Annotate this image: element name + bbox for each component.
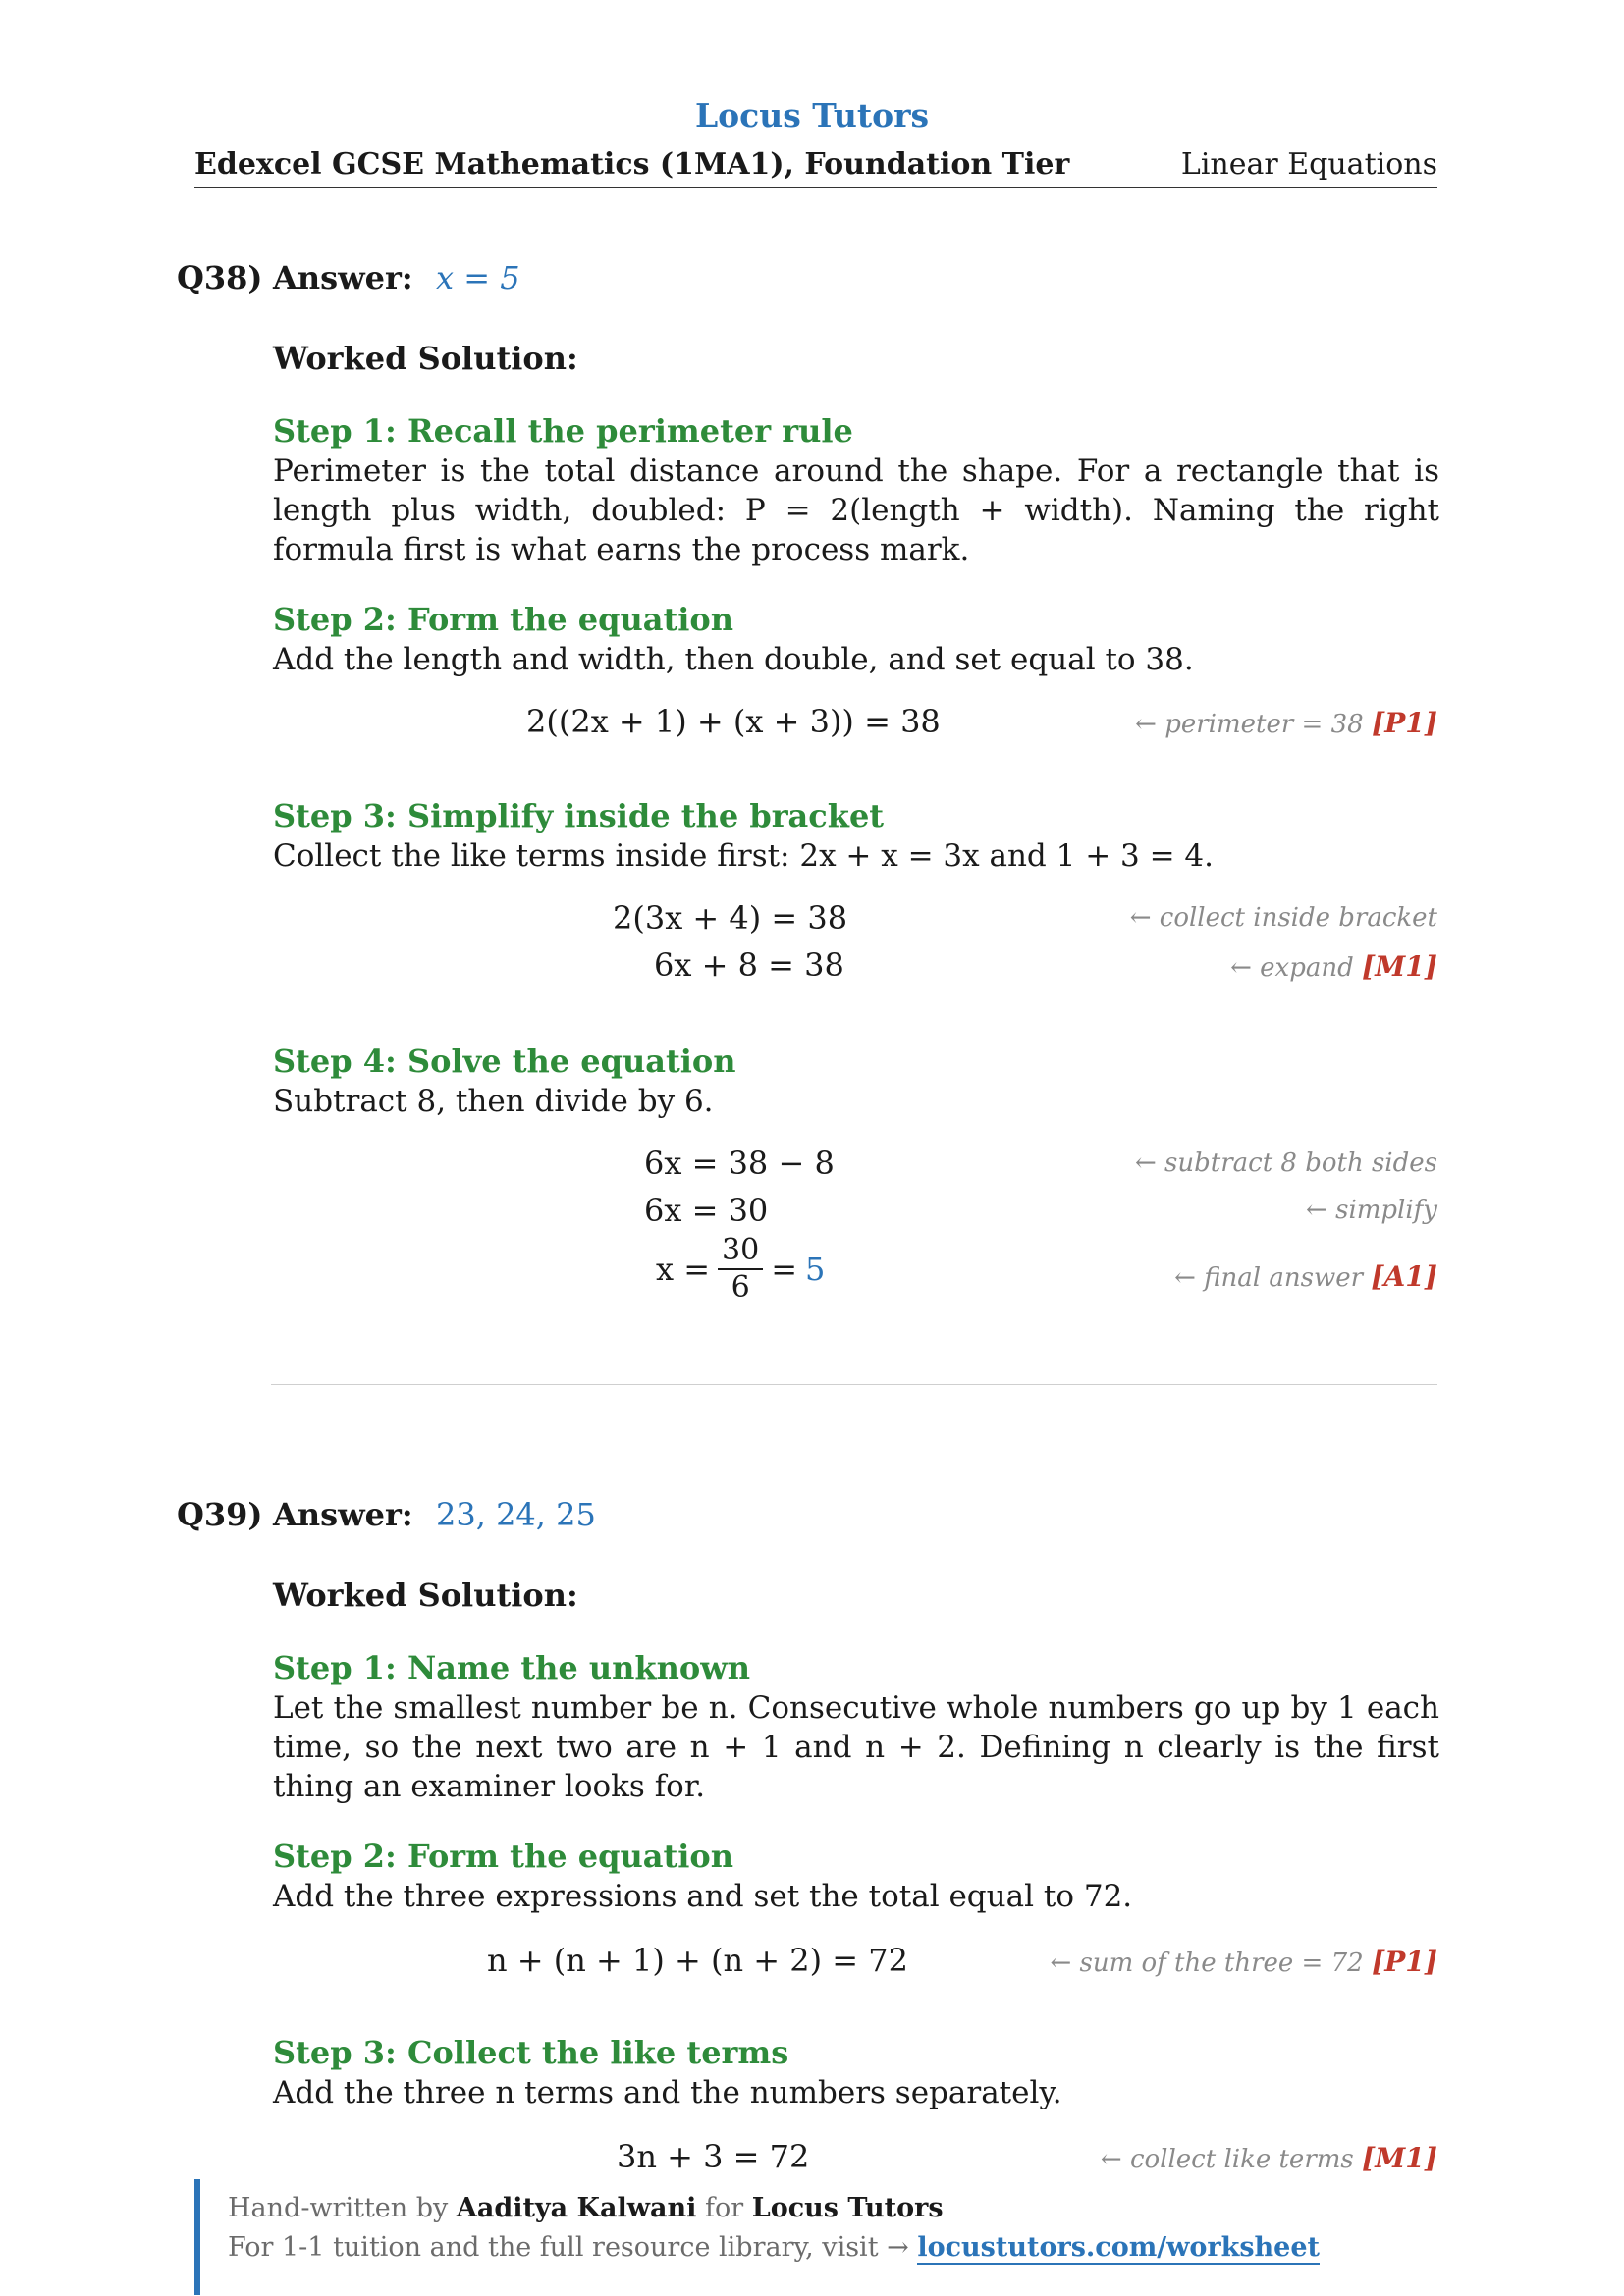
annotation xyxy=(1174,1260,1437,1293)
equation: 6x = 38 − 8 xyxy=(644,1145,835,1182)
equation: 6x = 30 xyxy=(644,1192,769,1229)
equation: 3n + 3 = 72 xyxy=(617,2138,810,2175)
question-label-q38: Q38) xyxy=(177,259,263,296)
equation-result: 5 xyxy=(805,1251,826,1288)
fraction-denominator: 6 xyxy=(731,1270,750,1305)
fraction-numerator: 30 xyxy=(718,1233,763,1270)
step-title: Step 2: Form the equation xyxy=(273,1838,733,1875)
annotation xyxy=(1306,1196,1437,1225)
annotation-text: ← collect like terms xyxy=(1100,2145,1354,2174)
step-title: Step 1: Name the unknown xyxy=(273,1649,750,1686)
annotation xyxy=(1135,1148,1437,1178)
step-title: Step 3: Simplify inside the bracket xyxy=(273,797,885,834)
mark-badge: [M1] xyxy=(1362,950,1437,983)
step-text: Collect the like terms inside first: 2x + x = 3x and 1 + 3 = 4. xyxy=(273,838,1215,874)
footer-visit xyxy=(228,2232,1320,2263)
equation: n + (n + 1) + (n + 2) = 72 xyxy=(487,1942,908,1979)
mark-badge: [A1] xyxy=(1371,1260,1437,1293)
equation-fraction xyxy=(656,1233,825,1306)
step-title: Step 1: Recall the perimeter rule xyxy=(273,412,853,450)
annotation-text: ← collect inside bracket xyxy=(1129,903,1437,933)
annotation-text: ← final answer xyxy=(1174,1263,1364,1293)
footer-link[interactable]: locustutors.com/worksheet xyxy=(917,2232,1321,2263)
annotation xyxy=(1135,707,1437,739)
annotation xyxy=(1050,1946,1437,1978)
answer-value-q38: x = 5 xyxy=(436,259,520,296)
step-text: Add the three expressions and set the total equal to 72. xyxy=(273,1879,1133,1914)
footer-accent-bar xyxy=(194,2179,200,2295)
answer-value-q39: 23, 24, 25 xyxy=(436,1496,596,1533)
annotation-text: ← simplify xyxy=(1306,1196,1437,1225)
annotation-text: ← perimeter = 38 xyxy=(1135,710,1364,739)
annotation xyxy=(1230,950,1437,983)
step-text: Add the three n terms and the numbers separately. xyxy=(273,2075,1062,2110)
worked-solution-heading-q38: Worked Solution: xyxy=(273,340,578,377)
footer-brand: Locus Tutors xyxy=(751,2193,944,2223)
brand-title: Locus Tutors xyxy=(694,96,930,134)
step-title: Step 3: Collect the like terms xyxy=(273,2034,789,2071)
footer-credit xyxy=(228,2193,944,2223)
mark-badge: [M1] xyxy=(1362,2142,1437,2174)
step-text: Subtract 8, then divide by 6. xyxy=(273,1084,714,1119)
step-title: Step 4: Solve the equation xyxy=(273,1042,736,1080)
footer-visit-text: For 1-1 tuition and the full resource library, visit → xyxy=(228,2232,909,2263)
footer-prefix: Hand-written by xyxy=(228,2193,449,2223)
mark-badge: [P1] xyxy=(1371,1946,1437,1978)
annotation-text: ← sum of the three = 72 xyxy=(1050,1949,1364,1978)
step-text: Add the length and width, then double, and set equal to 38. xyxy=(273,642,1194,677)
fraction xyxy=(718,1233,763,1306)
equation-lhs: x = xyxy=(656,1251,711,1288)
step-text: Perimeter is the total distance around the shape. For a rectangle that is length plus width, doubled: P = 2(length + width). Naming the right formula first is what earns the process mark. xyxy=(273,454,1439,567)
footer-author: Aaditya Kalwani xyxy=(456,2193,697,2223)
mark-badge: [P1] xyxy=(1371,707,1437,739)
question-separator xyxy=(271,1384,1437,1385)
header-rule xyxy=(194,187,1437,188)
equation: 6x + 8 = 38 xyxy=(654,946,844,984)
worked-solution-heading-q39: Worked Solution: xyxy=(273,1576,578,1614)
annotation-text: ← subtract 8 both sides xyxy=(1134,1148,1437,1178)
equals-sign: = xyxy=(771,1251,798,1288)
course-title: Edexcel GCSE Mathematics (1MA1), Foundation Tier xyxy=(194,147,1070,182)
answer-label-q38: Answer: xyxy=(273,259,413,296)
answer-label-q39: Answer: xyxy=(273,1496,413,1533)
footer-mid: for xyxy=(704,2193,744,2223)
question-label-q39: Q39) xyxy=(177,1496,263,1533)
annotation xyxy=(1130,903,1437,933)
step-title: Step 2: Form the equation xyxy=(273,601,733,638)
step-text: Let the smallest number be n. Consecutive whole numbers go up by 1 each time, so the next two are n + 1 and n + 2. Defining n clearly is the first thing an examiner looks for. xyxy=(273,1690,1439,1804)
equation: 2(3x + 4) = 38 xyxy=(613,899,848,936)
topic-title: Linear Equations xyxy=(1180,147,1437,182)
equation: 2((2x + 1) + (x + 3)) = 38 xyxy=(526,703,941,740)
annotation xyxy=(1101,2142,1437,2174)
annotation-text: ← expand xyxy=(1230,953,1354,983)
